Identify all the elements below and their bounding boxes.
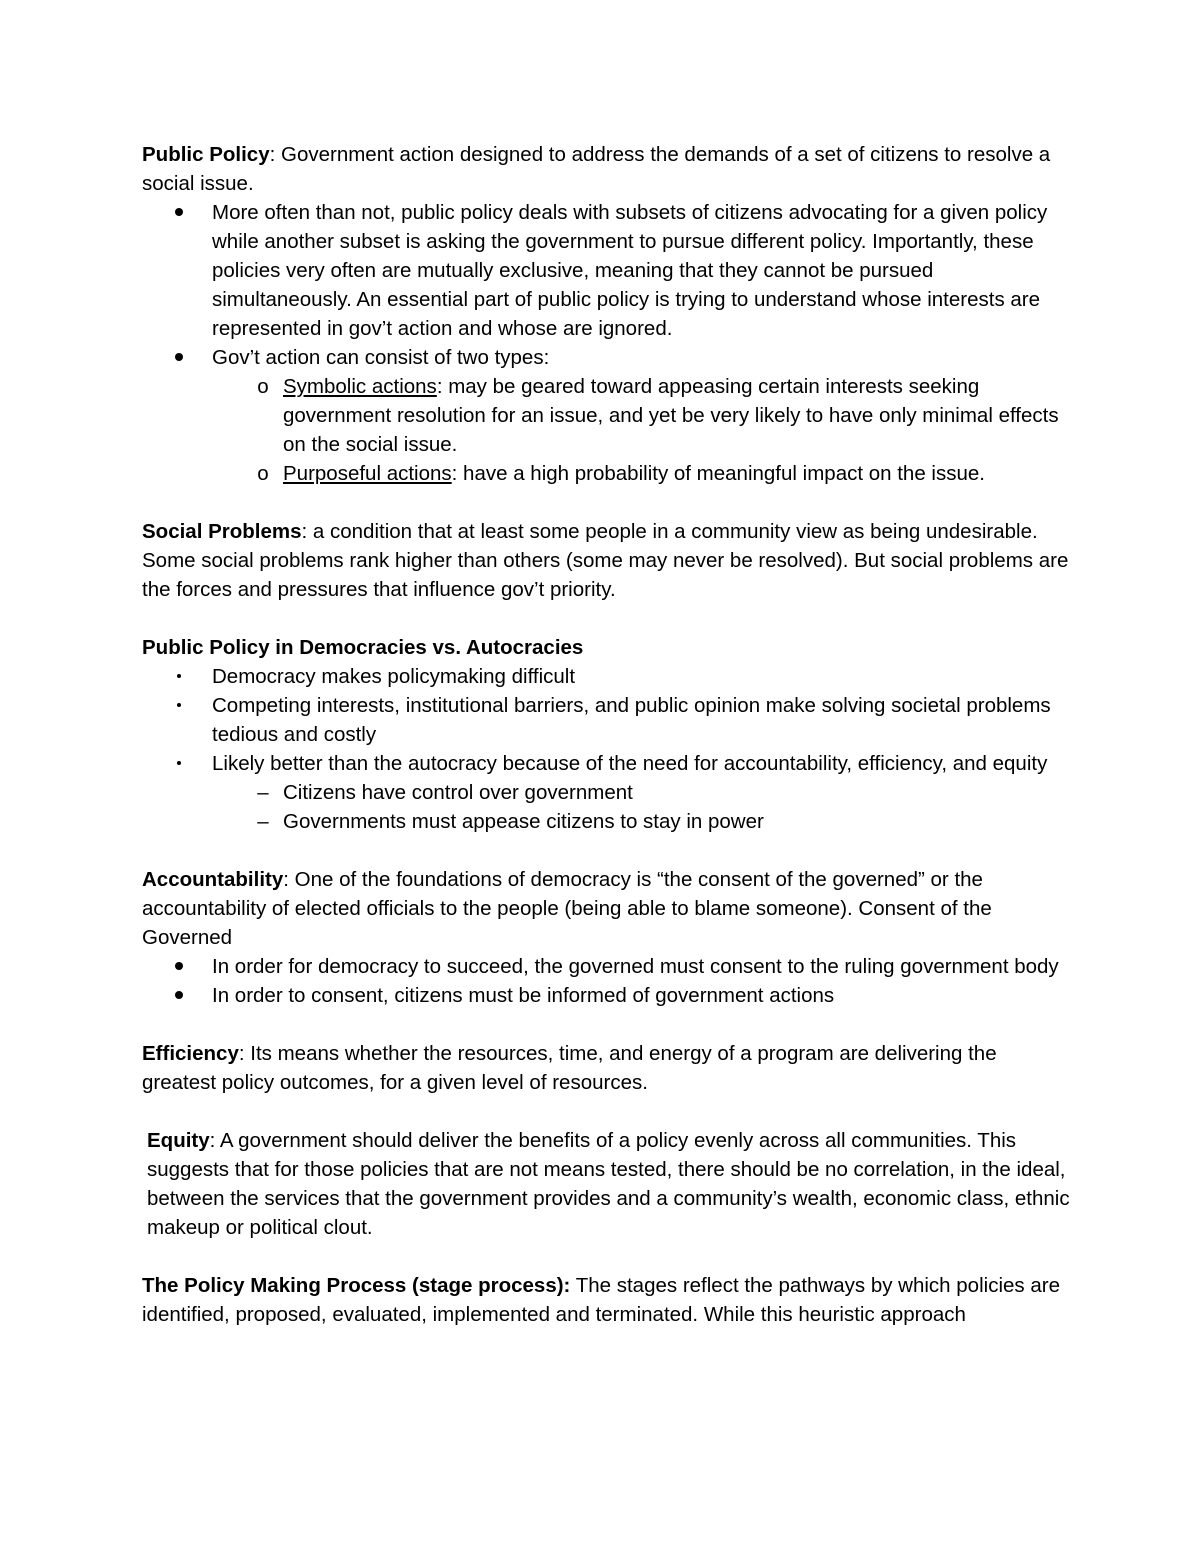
sub-list-item-text: Governments must appease citizens to stay in power xyxy=(283,810,764,833)
social-problems-paragraph xyxy=(142,517,1072,604)
bullet-dash-icon: – xyxy=(257,781,269,804)
sub-list-item xyxy=(212,807,1072,836)
symbolic-actions-text: : may be geared toward appeasing certain interests seeking government resolution for an issue, and yet be very likely to have only minimal effects on the social issue. xyxy=(283,375,1059,456)
section-efficiency xyxy=(142,1039,1072,1097)
bullet-dot-icon xyxy=(169,343,189,372)
public-policy-paragraph xyxy=(142,140,1072,198)
section-equity xyxy=(142,1126,1072,1242)
section-accountability xyxy=(142,865,1072,1010)
social-problems-definition: : a condition that at least some people in a community view as being undesirable. Some social problems rank higher than others (some may never be resolved). But social problems are the forces and pressures that influence gov’t priority. xyxy=(142,520,1069,601)
list-item-text: Likely better than the autocracy because of the need for accountability, efficiency, and equity xyxy=(212,752,1048,775)
equity-term: Equity xyxy=(147,1129,210,1152)
social-problems-term: Social Problems xyxy=(142,520,302,543)
public-policy-term: Public Policy xyxy=(142,143,270,166)
bullet-o-icon: o xyxy=(257,375,269,398)
list-item-text: In order for democracy to succeed, the governed must consent to the ruling government body xyxy=(212,955,1059,978)
list-item-text: Competing interests, institutional barriers, and public opinion make solving societal problems tedious and costly xyxy=(212,694,1051,746)
sub-list-item xyxy=(212,372,1072,459)
efficiency-definition: : Its means whether the resources, time, and energy of a program are delivering the greatest policy outcomes, for a given level of resources. xyxy=(142,1042,997,1094)
efficiency-term: Efficiency xyxy=(142,1042,239,1065)
equity-paragraph xyxy=(142,1126,1072,1242)
public-policy-bullets xyxy=(142,198,1072,488)
list-item-text: In order to consent, citizens must be informed of government actions xyxy=(212,984,835,1007)
bullet-dot-icon xyxy=(169,981,189,1010)
list-item xyxy=(142,981,1072,1010)
list-item xyxy=(142,952,1072,981)
list-item xyxy=(142,691,1072,749)
sub-list-item xyxy=(212,778,1072,807)
bullet-small-dot-icon xyxy=(169,662,189,691)
accountability-paragraph xyxy=(142,865,1072,952)
sub-list-item xyxy=(212,459,1072,488)
democracies-sub-list xyxy=(212,778,1072,836)
democracies-bullets xyxy=(142,662,1072,836)
democracies-heading: Public Policy in Democracies vs. Autocracies xyxy=(142,636,584,659)
policy-process-term: The Policy Making Process (stage process): xyxy=(142,1274,571,1297)
bullet-o-icon: o xyxy=(257,462,269,485)
bullet-dot-icon xyxy=(169,952,189,981)
accountability-bullets xyxy=(142,952,1072,1010)
accountability-definition: : One of the foundations of democracy is “the consent of the governed” or the accountability of elected officials to the people (being able to blame someone). Consent of the Governed xyxy=(142,868,992,949)
policy-process-definition: The stages reflect the pathways by which policies are identified, proposed, evaluated, implemented and terminated. While this heuristic approach xyxy=(142,1274,1060,1326)
list-item-text: More often than not, public policy deals with subsets of citizens advocating for a given policy while another subset is asking the government to pursue different policy. Importantly, these policies very often are mutually exclusive, meaning that they cannot be pursued simultaneously. An essential part of public policy is trying to understand whose interests are represented in gov’t action and whose are ignored. xyxy=(212,201,1048,340)
section-democracies xyxy=(142,633,1072,836)
document-page xyxy=(142,140,1072,1358)
action-types-list xyxy=(212,372,1072,488)
section-social-problems xyxy=(142,517,1072,604)
bullet-small-dot-icon xyxy=(169,749,189,778)
symbolic-actions-term: Symbolic actions xyxy=(283,375,437,398)
purposeful-actions-term: Purposeful actions xyxy=(283,462,452,485)
efficiency-paragraph xyxy=(142,1039,1072,1097)
accountability-term: Accountability xyxy=(142,868,284,891)
list-item xyxy=(142,198,1072,343)
list-item-text: Gov’t action can consist of two types: xyxy=(212,346,550,369)
public-policy-definition: : Government action designed to address the demands of a set of citizens to resolve a social issue. xyxy=(142,143,1051,195)
list-item xyxy=(142,343,1072,488)
section-public-policy xyxy=(142,140,1072,488)
sub-list-item-text: Citizens have control over government xyxy=(283,781,633,804)
policy-process-paragraph xyxy=(142,1271,1072,1329)
bullet-dot-icon xyxy=(169,198,189,227)
bullet-small-dot-icon xyxy=(169,691,189,720)
list-item xyxy=(142,662,1072,691)
list-item-text: Democracy makes policymaking difficult xyxy=(212,665,576,688)
list-item xyxy=(142,749,1072,836)
bullet-dash-icon: – xyxy=(257,810,269,833)
purposeful-actions-text: : have a high probability of meaningful impact on the issue. xyxy=(451,462,985,485)
equity-definition: : A government should deliver the benefits of a policy evenly across all communities. This suggests that for those policies that are not means tested, there should be no correlation, in the ideal, between the services that the government provides and a community’s wealth, economic class, ethnic makeup or political clout. xyxy=(147,1129,1070,1239)
section-policy-process xyxy=(142,1271,1072,1329)
